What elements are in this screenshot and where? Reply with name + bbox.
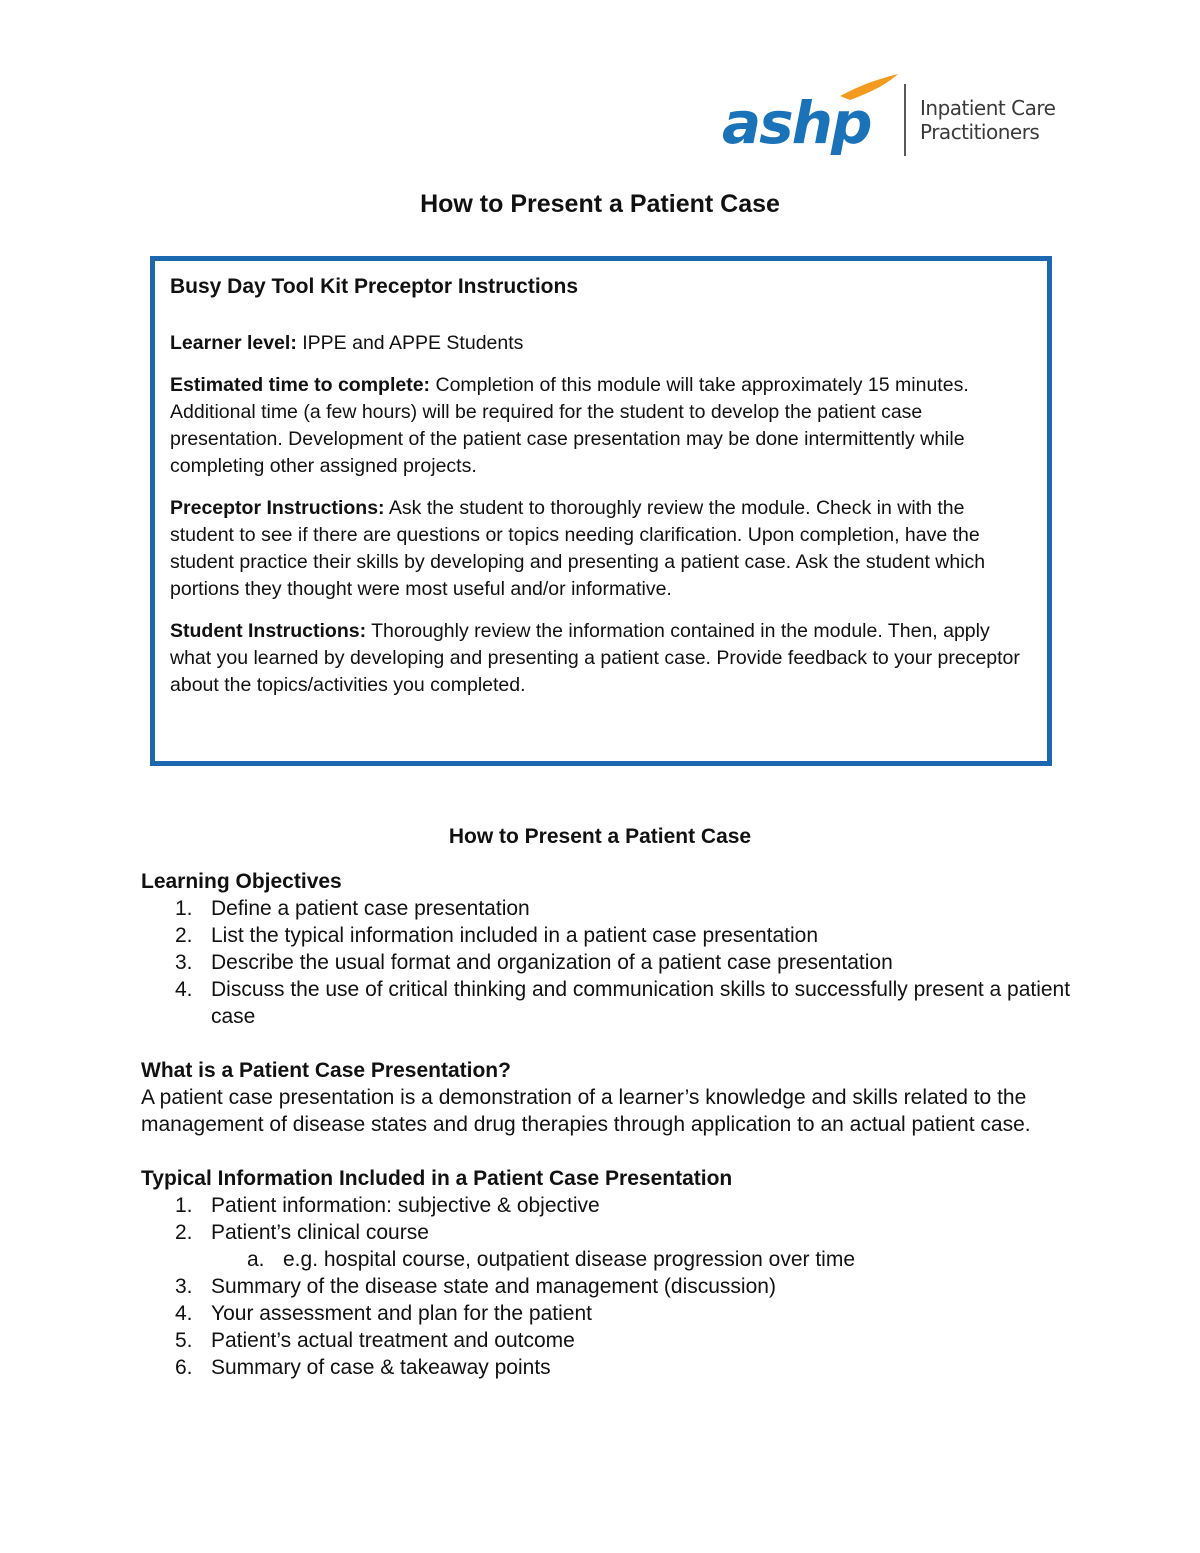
estimated-time-label: Estimated time to complete:	[170, 374, 431, 396]
list-item-text: Describe the usual format and organization of a patient case presentation	[211, 951, 893, 974]
list-item	[141, 1300, 1071, 1327]
list-item-number: 5.	[175, 1329, 193, 1352]
student-instructions-value: Thoroughly review the information contained in the module. Then, apply what you learned by developing and presenting a patient case. Provide feedback to your preceptor about the topics/activities you completed.	[170, 620, 1020, 696]
list-item-number: 2.	[175, 924, 193, 947]
list-item	[141, 1192, 1071, 1219]
list-item-text: Summary of case & takeaway points	[211, 1356, 551, 1379]
logo-divider	[904, 84, 906, 156]
list-item-number: 3.	[175, 1275, 193, 1298]
list-item	[141, 976, 1071, 1030]
what-is-heading: What is a Patient Case Presentation?	[141, 1059, 511, 1082]
list-item	[141, 1273, 1071, 1300]
student-instructions-label: Student Instructions:	[170, 620, 367, 642]
preceptor-instructions-paragraph	[170, 495, 1032, 603]
what-is-body: A patient case presentation is a demonstration of a learner’s knowledge and skills related to the management of disease states and drug therapies through application to an actual patient case.	[141, 1086, 1031, 1136]
learner-level-value: IPPE and APPE Students	[296, 332, 524, 354]
list-item	[141, 895, 1071, 922]
preceptor-instructions-label: Preceptor Instructions:	[170, 497, 385, 519]
list-item-text: List the typical information included in a patient case presentation	[211, 924, 819, 947]
estimated-time-value: Completion of this module will take approximately 15 minutes. Additional time (a few hours) will be required for the student to develop the patient case presentation. Development of the patient case presentation may be done intermittently while completing other assigned projects.	[170, 374, 969, 477]
typical-info-heading: Typical Information Included in a Patient Case Presentation	[141, 1167, 733, 1190]
typical-info-list-continued	[141, 1273, 1071, 1381]
list-item-number: 4.	[175, 1302, 193, 1325]
list-item-text: Patient’s actual treatment and outcome	[211, 1329, 575, 1352]
estimated-time-paragraph	[170, 372, 1032, 480]
list-item	[141, 1327, 1071, 1354]
section-title: How to Present a Patient Case	[448, 825, 752, 848]
list-item	[141, 1354, 1071, 1381]
logo-tagline	[920, 96, 1055, 144]
list-item-text: Define a patient case presentation	[211, 897, 530, 920]
list-item-number: a.	[247, 1248, 265, 1271]
document-title: How to Present a Patient Case	[420, 190, 780, 218]
list-item	[141, 1219, 1071, 1246]
list-item-number: 1.	[175, 1194, 193, 1217]
list-item-number: 1.	[175, 897, 193, 920]
learning-objectives-list	[141, 895, 1071, 1030]
list-item-text: Your assessment and plan for the patient	[211, 1302, 592, 1325]
list-item	[141, 949, 1071, 976]
instructions-heading: Busy Day Tool Kit Preceptor Instructions	[170, 275, 579, 298]
list-item-text: Discuss the use of critical thinking and communication skills to successfully present a patient case	[211, 978, 1071, 1028]
student-instructions-paragraph	[170, 618, 1032, 699]
typical-info-sublist	[141, 1246, 1071, 1273]
module-content	[141, 868, 1071, 1381]
learning-objectives-heading: Learning Objectives	[141, 870, 342, 893]
list-item-number: 2.	[175, 1221, 193, 1244]
list-item-text: Summary of the disease state and management (discussion)	[211, 1275, 776, 1298]
list-item-number: 4.	[175, 978, 193, 1001]
learner-level-label: Learner level:	[170, 332, 297, 354]
list-item-number: 6.	[175, 1356, 193, 1379]
list-item-text: Patient’s clinical course	[211, 1221, 429, 1244]
list-item	[141, 922, 1071, 949]
list-item-text: Patient information: subjective & objective	[211, 1194, 600, 1217]
logo-tagline-line2: Practitioners	[920, 120, 1040, 144]
list-item	[141, 1246, 1071, 1273]
list-item-number: 3.	[175, 951, 193, 974]
logo-wordmark: ashp	[722, 89, 871, 157]
list-item-text: e.g. hospital course, outpatient disease progression over time	[283, 1248, 855, 1271]
learner-level-paragraph	[170, 330, 1032, 357]
typical-info-list	[141, 1192, 1071, 1246]
preceptor-instructions-value: Ask the student to thoroughly review the module. Check in with the student to see if there are questions or topics needing clarification. Upon completion, have the student practice their skills by developing and presenting a patient case. Ask the student which portions they thought were most useful and/or informative.	[170, 497, 986, 600]
preceptor-instructions-box	[150, 256, 1052, 766]
logo-tagline-line1: Inpatient Care	[920, 96, 1056, 120]
ashp-logo	[722, 70, 1067, 160]
